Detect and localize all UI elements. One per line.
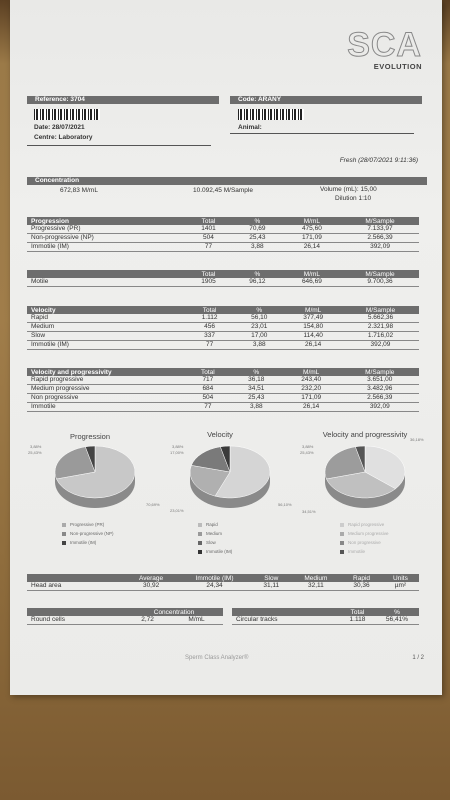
legend-item: Medium (198, 529, 232, 538)
cell: 232,20 (282, 385, 341, 394)
cell: 171,09 (282, 394, 341, 403)
cell: 25,43 (232, 234, 283, 243)
col-msample: M/Sample (342, 306, 419, 314)
cell: 243,40 (282, 376, 341, 385)
cell: 717 (185, 376, 231, 385)
animal-underline (230, 133, 414, 134)
col-msample: M/Sample (341, 270, 419, 278)
cell: 26,14 (283, 243, 341, 252)
pie-label: 3,88% (30, 444, 42, 449)
cell: 17,00 (234, 332, 284, 341)
cell: 2,72 (125, 616, 170, 625)
cell: 2.321,98 (342, 323, 419, 332)
centre-label: Centre: Laboratory (34, 134, 93, 141)
cell: 1905 (185, 278, 232, 287)
legend-item: Rapid progressive (340, 520, 389, 529)
legend-item: Immotile (IM) (198, 547, 232, 556)
col-mml: M/mL (283, 217, 341, 225)
row-label: Immotile (27, 403, 185, 412)
cell: µm² (382, 582, 419, 591)
progression-legend (62, 520, 114, 547)
fresh-timestamp: Fresh (28/07/2021 9:11:36) (339, 157, 418, 164)
table-row (232, 616, 419, 625)
col-medium: Medium (291, 574, 342, 582)
reference-underline (27, 145, 211, 146)
code-label: Code: ARANY (238, 96, 282, 103)
cell: 3,88 (231, 403, 282, 412)
velprog-title: Velocity and progressivity (27, 368, 185, 376)
row-label: Motile (27, 278, 185, 287)
cell: 77 (185, 341, 234, 350)
col-pct: % (232, 270, 283, 278)
row-label: Rapid (27, 314, 185, 323)
progression-pie (40, 440, 160, 510)
table-row (27, 278, 419, 287)
legend-item: Medium progressive (340, 529, 389, 538)
col-total: Total (185, 306, 234, 314)
pie-label: 34,51% (302, 509, 316, 514)
cell: 7.133,97 (341, 225, 419, 234)
cell: 3.482,96 (341, 385, 419, 394)
cell: 25,43 (231, 394, 282, 403)
concentration-ml: 672,83 M/mL (60, 187, 98, 194)
logo-subtitle: EVOLUTION (373, 62, 422, 71)
table-row (27, 234, 419, 243)
tracks-header-blank (232, 608, 340, 616)
cell: 30,92 (125, 582, 177, 591)
table-row (27, 323, 419, 332)
col-rapid: Rapid (341, 574, 382, 582)
dilution-value: Dilution 1:10 (335, 195, 372, 202)
code-barcode (238, 109, 304, 120)
cell: 36,18 (231, 376, 282, 385)
col-immotile: Immotile (IM) (177, 574, 252, 582)
cell: 30,36 (341, 582, 382, 591)
cell: 77 (185, 403, 231, 412)
reference-bar (27, 96, 219, 104)
cell: 171,09 (283, 234, 341, 243)
col-pct: % (231, 368, 282, 376)
col-concentration: Concentration (125, 608, 223, 616)
legend-item: Rapid (198, 520, 232, 529)
logo-mark: SCA (347, 26, 422, 64)
cell: 34,51 (231, 385, 282, 394)
cell: 456 (185, 323, 234, 332)
reference-label: Reference: 3704 (35, 96, 85, 103)
table-row (27, 243, 419, 252)
cell: 96,12 (232, 278, 283, 287)
row-label: Slow (27, 332, 185, 341)
software-footer: Sperm Class Analyzer® (185, 655, 249, 661)
col-total: Total (185, 217, 232, 225)
cell: 377,49 (284, 314, 342, 323)
cell: 9.700,36 (341, 278, 419, 287)
cell: 114,40 (284, 332, 342, 341)
cell: 70,69 (232, 225, 283, 234)
table-row (27, 314, 419, 323)
row-label: Non-progressive (NP) (27, 234, 185, 243)
col-mml: M/mL (282, 368, 341, 376)
row-label: Circular tracks (232, 616, 340, 625)
cell: 337 (185, 332, 234, 341)
pie-label: 17,00% (170, 450, 184, 455)
table-row (27, 403, 419, 412)
cell: 24,34 (177, 582, 252, 591)
row-label: Progressive (PR) (27, 225, 185, 234)
col-pct: % (232, 217, 283, 225)
legend-item: Non progressive (340, 538, 389, 547)
table-row (27, 341, 419, 350)
circular-tracks-table (232, 608, 419, 625)
concentration-sample: 10.092,45 M/Sample (193, 187, 253, 194)
cell: 646,69 (283, 278, 341, 287)
cell: 31,11 (252, 582, 291, 591)
cell: 23,01 (234, 323, 284, 332)
motile-header-blank (27, 270, 185, 278)
date-label: Date: 28/07/2021 (34, 124, 85, 131)
cell: 32,11 (291, 582, 342, 591)
col-total: Total (185, 368, 231, 376)
motile-table (27, 270, 419, 287)
chart-title-velocity: Velocity (207, 430, 233, 439)
row-label: Rapid progressive (27, 376, 185, 385)
col-total: Total (340, 608, 375, 616)
cell: 1.716,02 (342, 332, 419, 341)
cell: 56,41% (375, 616, 419, 625)
reference-barcode (34, 109, 100, 120)
cell: M/mL (170, 616, 223, 625)
col-pct: % (375, 608, 419, 616)
pie-label: 36,18% (410, 437, 424, 442)
pie-label: 25,43% (28, 450, 42, 455)
velocity-table (27, 306, 419, 350)
cell: 56,10 (234, 314, 284, 323)
col-pct: % (234, 306, 284, 314)
col-units: Units (382, 574, 419, 582)
report-page (10, 0, 442, 695)
head-header-blank (27, 574, 125, 582)
legend-item: Progressive (PR) (62, 520, 114, 529)
code-bar (230, 96, 422, 104)
progression-title: Progression (27, 217, 185, 225)
velocity-legend (198, 520, 232, 556)
cell: 1.118 (340, 616, 375, 625)
table-row (27, 225, 419, 234)
round-header-blank (27, 608, 125, 616)
head-area-table (27, 574, 419, 591)
legend-item: Slow (198, 538, 232, 547)
cell: 26,14 (282, 403, 341, 412)
concentration-title: Concentration (35, 177, 80, 184)
cell: 1.112 (185, 314, 234, 323)
table-row (27, 582, 419, 591)
row-label: Non progressive (27, 394, 185, 403)
row-label: Round cells (27, 616, 125, 625)
col-msample: M/Sample (341, 217, 419, 225)
cell: 392,09 (341, 403, 419, 412)
cell: 2.566,39 (341, 234, 419, 243)
cell: 77 (185, 243, 232, 252)
velocity-title: Velocity (27, 306, 185, 314)
pie-label: 70,69% (146, 502, 160, 507)
cell: 504 (185, 234, 232, 243)
pie-label: 23,01% (170, 508, 184, 513)
legend-item: Immotile (IM) (62, 538, 114, 547)
cell: 504 (185, 394, 231, 403)
cell: 392,09 (341, 243, 419, 252)
row-label: Medium progressive (27, 385, 185, 394)
col-slow: Slow (252, 574, 291, 582)
sca-logo (347, 28, 422, 71)
table-row (27, 332, 419, 341)
cell: 5.662,36 (342, 314, 419, 323)
col-total: Total (185, 270, 232, 278)
cell: 475,60 (283, 225, 341, 234)
col-msample: M/Sample (341, 368, 419, 376)
pie-label: 56,10% (278, 502, 292, 507)
table-row (27, 394, 419, 403)
velprog-legend (340, 520, 389, 556)
concentration-bar (27, 177, 427, 185)
cell: 3,88 (232, 243, 283, 252)
cell: 3,88 (234, 341, 284, 350)
velprog-pie (310, 440, 430, 510)
col-average: Average (125, 574, 177, 582)
progression-table (27, 217, 419, 252)
cell: 3.651,00 (341, 376, 419, 385)
velprog-table (27, 368, 419, 412)
velocity-pie (175, 440, 295, 510)
animal-label: Animal: (238, 124, 262, 131)
table-row (27, 385, 419, 394)
legend-item: Non-progressive (NP) (62, 529, 114, 538)
table-row (27, 616, 223, 625)
col-mml: M/mL (284, 306, 342, 314)
chart-title-progression: Progression (69, 432, 111, 441)
page-number: 1 / 2 (412, 655, 424, 661)
cell: 392,09 (342, 341, 419, 350)
pie-label: 25,43% (300, 450, 314, 455)
row-label: Medium (27, 323, 185, 332)
legend-item: Immotile (340, 547, 389, 556)
pie-label: 3,88% (302, 444, 314, 449)
row-label: Head area (27, 582, 125, 591)
cell: 154,80 (284, 323, 342, 332)
cell: 2.566,39 (341, 394, 419, 403)
row-label: Immotile (IM) (27, 341, 185, 350)
volume-value: Volume (mL): 15,00 (320, 186, 377, 193)
cell: 26,14 (284, 341, 342, 350)
cell: 684 (185, 385, 231, 394)
pie-label: 3,88% (172, 444, 184, 449)
round-cells-table (27, 608, 223, 625)
col-mml: M/mL (283, 270, 341, 278)
table-row (27, 376, 419, 385)
chart-title-velprog: Velocity and progressivity (322, 430, 408, 439)
row-label: Immotile (IM) (27, 243, 185, 252)
cell: 1401 (185, 225, 232, 234)
